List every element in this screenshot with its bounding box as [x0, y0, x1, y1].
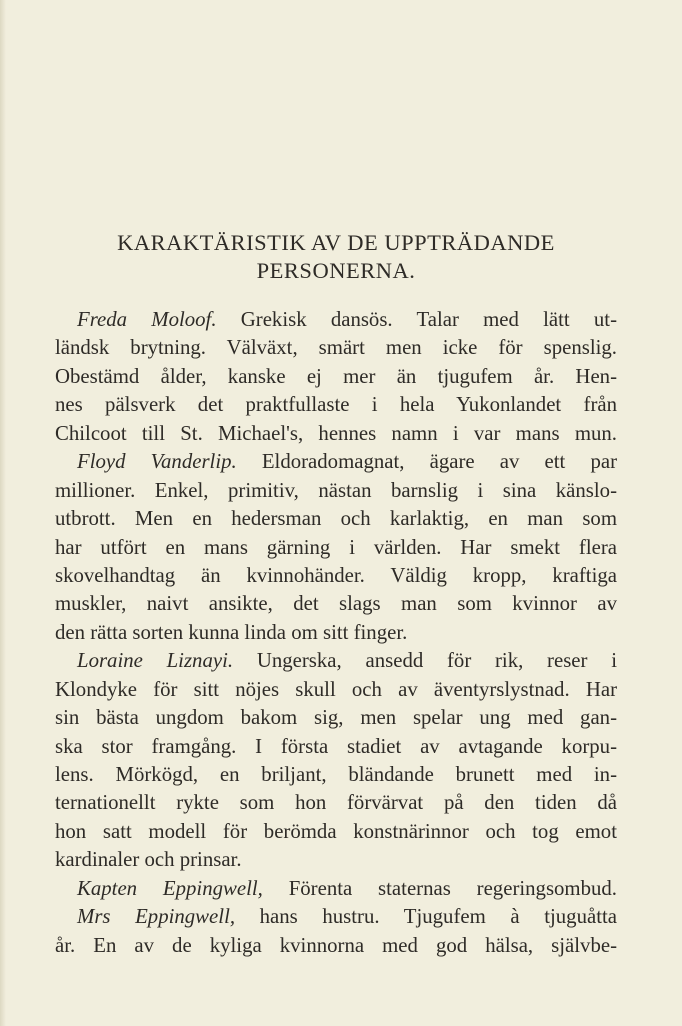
text-line: Kapten Eppingwell, Förenta staternas regeringsombud. [77, 876, 618, 900]
text-line: hon satt modell för berömda konstnärinnor och tog emot [55, 819, 617, 843]
text-line: kardinaler och prinsar. [55, 848, 242, 872]
text-line: Loraine Liznayi. Ungerska, ansedd för rik, reser i [77, 649, 617, 673]
character-name: Mrs Eppingwell, [77, 905, 236, 929]
character-descriptions [55, 306, 617, 960]
text-line: den rätta sorten kunna linda om sitt finger. [55, 620, 408, 644]
text-line: millioner. Enkel, primitiv, nästan barnslig i sina känslo- [55, 478, 617, 502]
character-name: Floyd Vanderlip. [77, 450, 237, 474]
character-name: Kapten Eppingwell, [77, 876, 263, 900]
text-line: år. En av de kyliga kvinnorna med god hälsa, självbe- [55, 933, 617, 957]
text-line: ska stor framgång. I första stadiet av avtagande korpu- [55, 734, 617, 758]
text-line: sin bästa ungdom bakom sig, men spelar ung med gan- [55, 706, 617, 730]
text-line: Freda Moloof. Grekisk dansös. Talar med lätt ut- [77, 308, 617, 331]
text-line: utbrott. Men en hedersman och karlaktig, en man som [55, 507, 617, 531]
text-line: ternationellt rykte som hon förvärvat på den tiden då [55, 791, 617, 815]
text-line: Chilcoot till St. Michael's, hennes namn i var mans mun. [55, 421, 617, 445]
text-line: lens. Mörkögd, en briljant, bländande brunett med in- [55, 763, 617, 786]
character-name: Freda Moloof. [77, 308, 217, 331]
text-line: muskler, naivt ansikte, det slags man som kvinnor av [55, 592, 617, 616]
page-heading [55, 229, 617, 285]
character-name: Loraine Liznayi. [77, 649, 234, 673]
text-line: skovelhandtag än kvinnohänder. Väldig kropp, kraftiga [55, 563, 617, 587]
page-edge-shadow [0, 0, 6, 1026]
text-line: har utfört en mans gärning i världen. Har smekt flera [55, 535, 617, 559]
text-line: ländsk brytning. Välväxt, smärt men icke för spenslig. [55, 336, 617, 360]
heading-line-1: KARAKTÄRISTIK AV DE UPPTRÄDANDE [117, 230, 555, 255]
heading-line-2: PERSONERNA. [256, 258, 416, 283]
text-line: Klondyke för sitt nöjes skull och av äventyrslystnad. Har [55, 677, 617, 701]
text-line: Floyd Vanderlip. Eldoradomagnat, ägare av ett par [77, 450, 617, 474]
text-line: Obestämd ålder, kanske ej mer än tjugufem år. Hen- [55, 364, 617, 388]
text-line: Mrs Eppingwell, hans hustru. Tjugufem à tjuguåtta [77, 905, 617, 929]
text-line: nes pälsverk det praktfullaste i hela Yukonlandet från [55, 393, 617, 417]
